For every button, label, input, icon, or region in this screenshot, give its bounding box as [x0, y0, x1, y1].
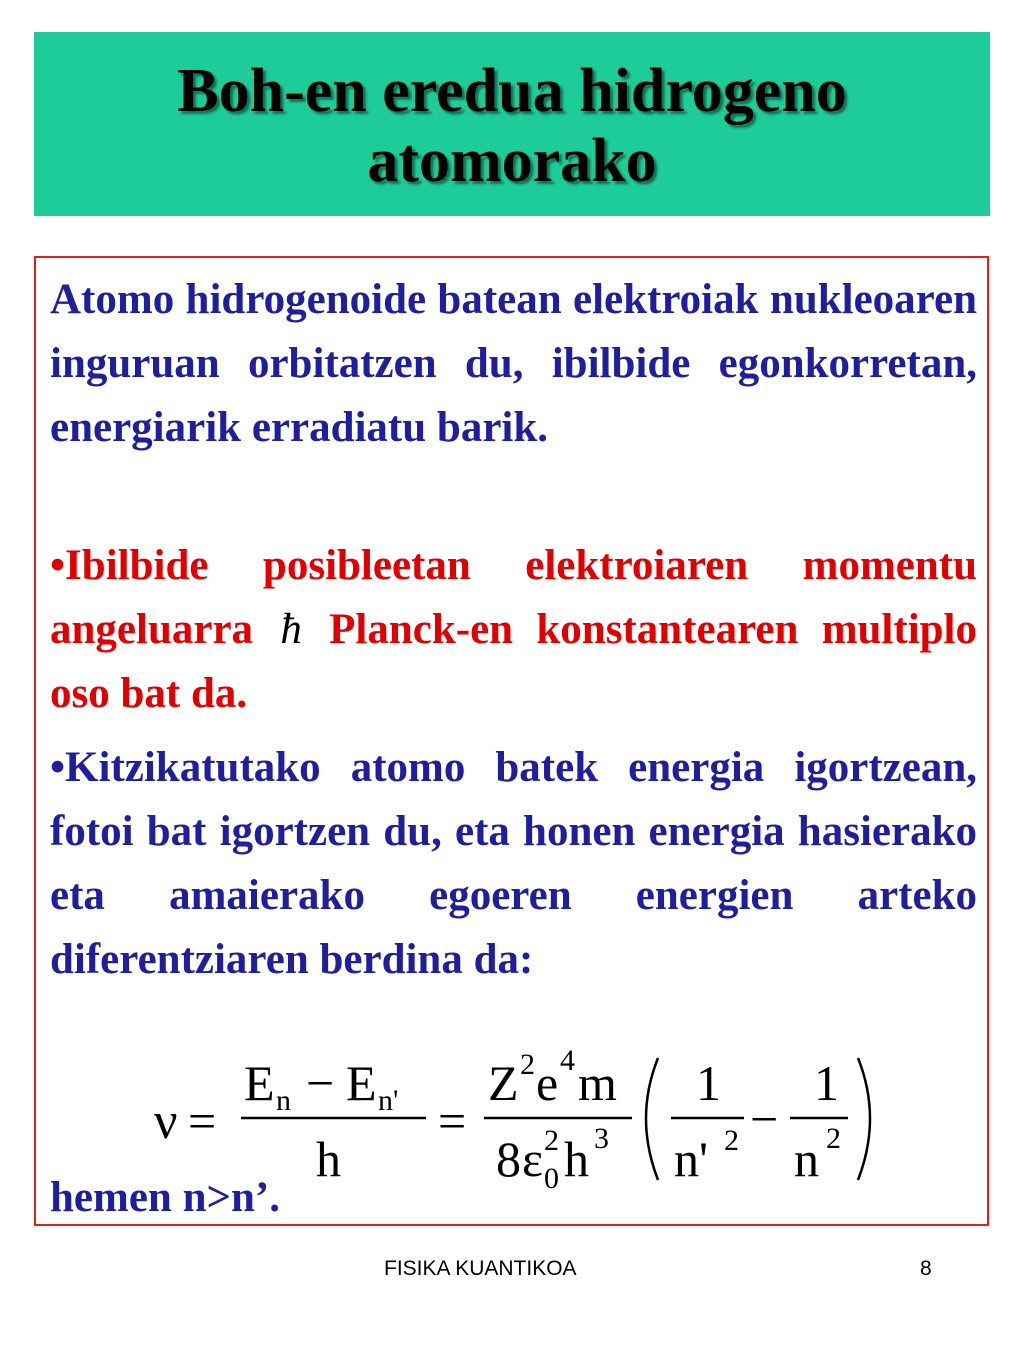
left-parenthesis [646, 1058, 658, 1180]
n: n [794, 1131, 819, 1187]
energy-n-prime: E [346, 1055, 377, 1111]
one-a: 1 [696, 1055, 721, 1111]
bullet1-text-before: •Ibilbide posibleetan elektroiaren momentu angeluarra [50, 542, 977, 653]
electron-mass-m: m [578, 1055, 617, 1111]
epsilon: ε [522, 1131, 543, 1187]
energy-n-prime-subscript: n' [378, 1084, 399, 1117]
hbar-symbol: ħ [280, 606, 302, 653]
h-exponent: 3 [594, 1122, 609, 1155]
one-b: 1 [814, 1055, 839, 1111]
intro-paragraph: Atomo hidrogenoide batean elektroiak nukleoaren inguruan orbitatzen du, ibilbide egonkorretan, energiarik erradiatu barik. [50, 276, 977, 451]
bullet-angular-momentum [50, 534, 977, 726]
epsilon-exponent: 2 [544, 1124, 559, 1157]
title-banner [34, 32, 990, 216]
epsilon-subscript: 0 [544, 1162, 559, 1193]
energy-n: E [244, 1055, 275, 1111]
eight: 8 [496, 1131, 521, 1187]
e-exponent: 4 [560, 1044, 575, 1077]
atomic-number-z: Z [488, 1055, 519, 1111]
z-exponent: 2 [520, 1048, 535, 1081]
planck-h-2: h [564, 1131, 589, 1187]
closing-line: hemen n>n’. [50, 1174, 280, 1221]
right-parenthesis [858, 1058, 870, 1180]
bullet-photon-emission: •Kitzikatutako atomo batek energia igortzean, fotoi bat igortzen du, eta honen energia hasierako eta amaierako egoeren energien arteko diferentziaren berdina da: [50, 744, 977, 983]
page-number: 8 [920, 1257, 932, 1280]
footer-label: FISIKA KUANTIKOA [384, 1257, 577, 1280]
content-box [34, 256, 989, 1226]
minus-1: − [306, 1055, 335, 1111]
bullet1-text-after: Planck-en konstantearen multiplo oso bat da. [50, 606, 977, 717]
planck-h: h [316, 1131, 341, 1187]
n-exponent: 2 [826, 1122, 841, 1155]
n-prime-exponent: 2 [724, 1124, 739, 1157]
energy-n-subscript: n [276, 1084, 291, 1117]
minus-2: − [750, 1091, 779, 1147]
nu-symbol: ν [154, 1093, 178, 1150]
n-prime: n' [674, 1131, 709, 1187]
equals-1: = [188, 1093, 217, 1149]
slide-title: Boh-en eredua hidrogeno atomorako [177, 57, 847, 195]
electron-charge-e: e [536, 1055, 559, 1111]
equals-2: = [438, 1093, 467, 1149]
